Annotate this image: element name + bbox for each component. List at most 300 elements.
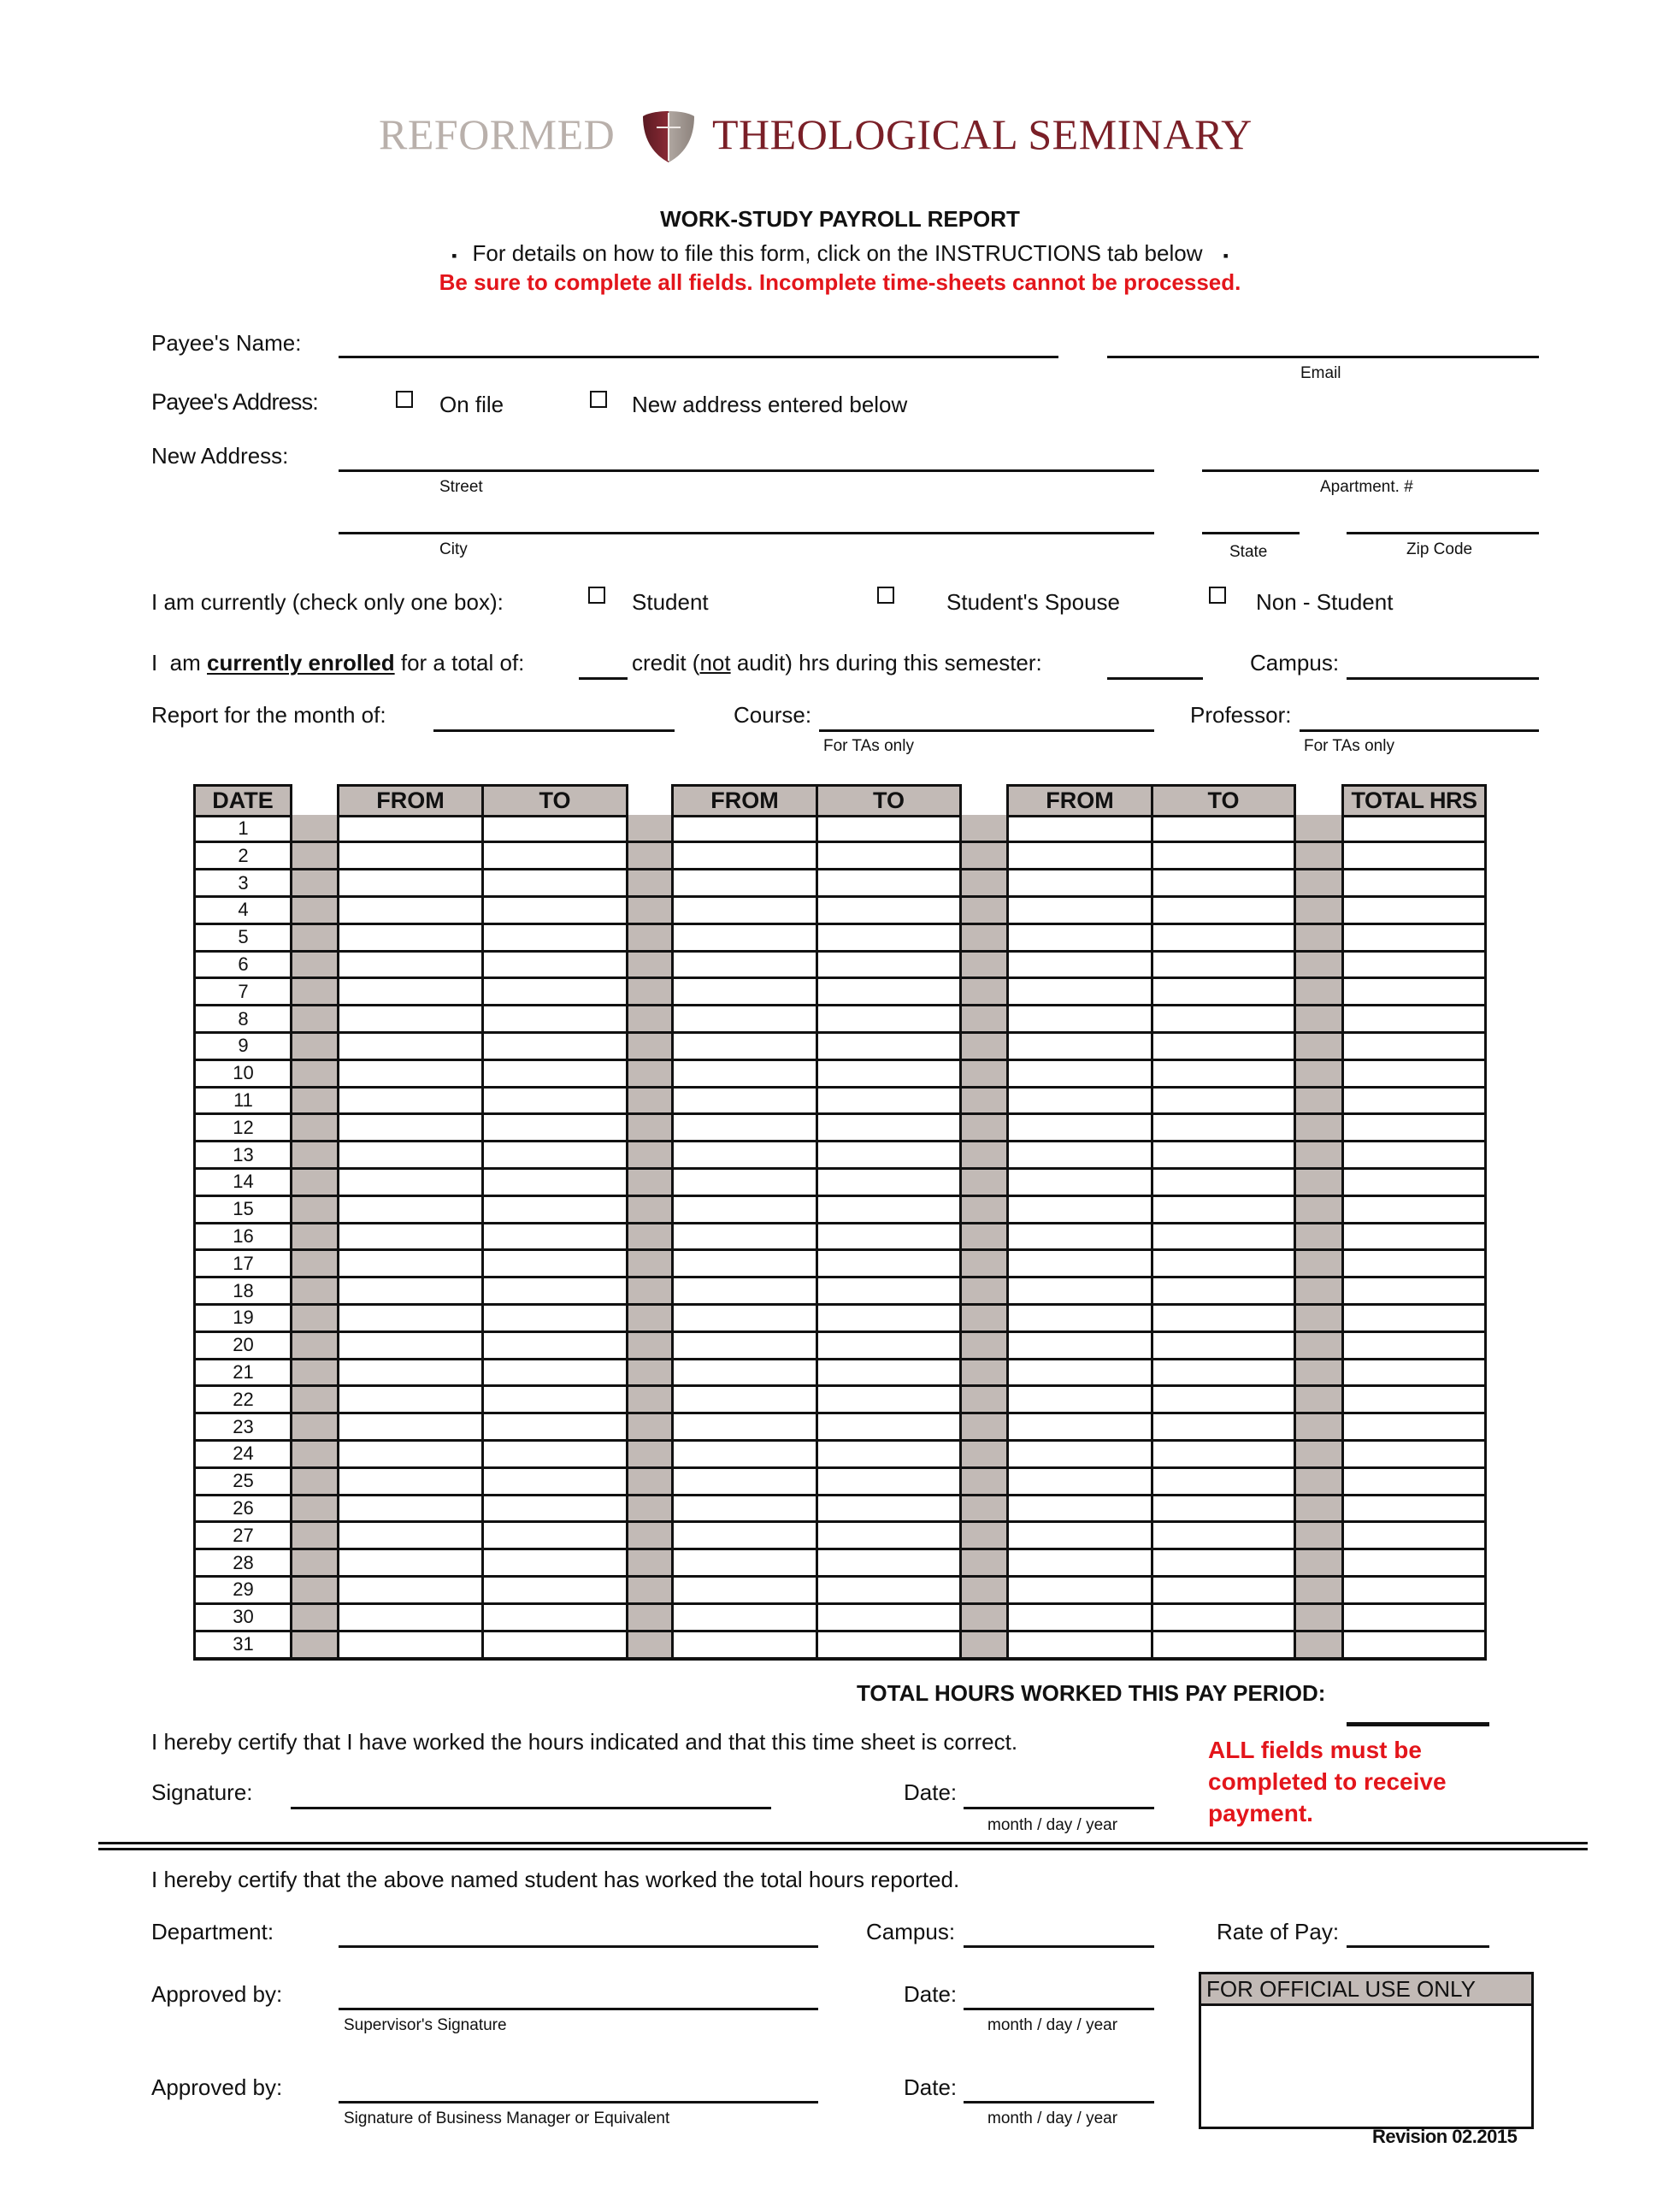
non-student-label: Non - Student — [1256, 589, 1394, 615]
to-3-cell[interactable] — [1153, 1035, 1294, 1057]
total-hrs-cell[interactable] — [1344, 1253, 1484, 1275]
from-3-cell[interactable] — [1009, 953, 1151, 976]
to-2-cell[interactable] — [818, 1144, 959, 1166]
from-2-cell[interactable] — [674, 1470, 816, 1492]
approved-by-label-1: Approved by: — [151, 1981, 283, 2007]
from-2-cell[interactable] — [674, 872, 816, 894]
to-1-cell[interactable] — [484, 845, 626, 867]
to-3-cell[interactable] — [1153, 872, 1294, 894]
total-hrs-cell[interactable] — [1344, 1062, 1484, 1084]
payee-date-field[interactable] — [964, 1807, 1154, 1809]
student-checkbox[interactable] — [588, 587, 605, 604]
from-1-cell[interactable] — [339, 1525, 481, 1547]
to-3-cell[interactable] — [1153, 1225, 1294, 1248]
from-2-cell[interactable] — [674, 1171, 816, 1193]
total-hrs-cell[interactable] — [1344, 1307, 1484, 1330]
to-1-cell[interactable] — [484, 1497, 626, 1519]
from-3-cell[interactable] — [1009, 1225, 1151, 1248]
to-2-cell[interactable] — [818, 1633, 959, 1655]
to-1-cell[interactable] — [484, 1470, 626, 1492]
street-field[interactable] — [339, 469, 1154, 472]
from-3-cell[interactable] — [1009, 1280, 1151, 1302]
to-1-cell[interactable] — [484, 899, 626, 921]
total-hrs-cell[interactable] — [1344, 872, 1484, 894]
total-hrs-cell[interactable] — [1344, 1552, 1484, 1574]
to-3-cell[interactable] — [1153, 1579, 1294, 1602]
from-3-cell[interactable] — [1009, 1361, 1151, 1384]
to-2-cell[interactable] — [818, 981, 959, 1003]
to-3-cell[interactable] — [1153, 1280, 1294, 1302]
to-3-cell[interactable] — [1153, 1117, 1294, 1139]
from-3-cell[interactable] — [1009, 1198, 1151, 1220]
date-cell: 15 — [233, 1198, 254, 1220]
to-3-cell[interactable] — [1153, 1198, 1294, 1220]
payee-name-field[interactable] — [339, 356, 1058, 358]
payee-date-label: Date: — [904, 1779, 958, 1805]
from-3-cell[interactable] — [1009, 1389, 1151, 1411]
to-1-cell[interactable] — [484, 1552, 626, 1574]
from-2-cell[interactable] — [674, 845, 816, 867]
enrollment-emphasis: currently enrolled — [207, 650, 395, 676]
from-3-cell[interactable] — [1009, 926, 1151, 948]
from-1-cell[interactable] — [339, 1307, 481, 1330]
to-3-cell[interactable] — [1153, 1334, 1294, 1356]
from-3-cell[interactable] — [1009, 1334, 1151, 1356]
date-cell: 6 — [238, 953, 249, 975]
total-hrs-cell[interactable] — [1344, 1579, 1484, 1602]
professor-label: Professor: — [1190, 702, 1292, 728]
from-2-cell[interactable] — [674, 1416, 816, 1438]
to-2-cell[interactable] — [818, 817, 959, 840]
to-3-cell[interactable] — [1153, 1089, 1294, 1112]
to-1-cell[interactable] — [484, 981, 626, 1003]
to-1-cell[interactable] — [484, 926, 626, 948]
to-1-cell[interactable] — [484, 1361, 626, 1384]
total-hours-label: TOTAL HOURS WORKED THIS PAY PERIOD: — [857, 1680, 1326, 1706]
to-1-cell[interactable] — [484, 1225, 626, 1248]
apartment-caption: Apartment. # — [1320, 478, 1413, 496]
from-2-cell[interactable] — [674, 1334, 816, 1356]
total-hrs-cell[interactable] — [1344, 845, 1484, 867]
total-hrs-cell[interactable] — [1344, 1525, 1484, 1547]
header-from-1: FROM — [337, 784, 484, 817]
total-hrs-cell[interactable] — [1344, 926, 1484, 948]
new-address-label: New address entered below — [632, 392, 908, 417]
form-title: WORK-STUDY PAYROLL REPORT — [660, 206, 1020, 232]
column-divider — [290, 815, 292, 1660]
header-to-3: TO — [1151, 784, 1296, 817]
date-cell: 31 — [233, 1633, 254, 1655]
from-1-cell[interactable] — [339, 1606, 481, 1628]
to-2-cell[interactable] — [818, 1035, 959, 1057]
business-manager-signature-field[interactable] — [339, 2101, 818, 2103]
from-3-cell[interactable] — [1009, 1035, 1151, 1057]
from-2-cell[interactable] — [674, 1525, 816, 1547]
from-2-cell[interactable] — [674, 981, 816, 1003]
to-3-cell[interactable] — [1153, 981, 1294, 1003]
from-3-cell[interactable] — [1009, 1579, 1151, 1602]
to-1-cell[interactable] — [484, 872, 626, 894]
enrollment-statement — [151, 650, 524, 676]
all-fields-notice — [1208, 1734, 1447, 1829]
to-2-cell[interactable] — [818, 1062, 959, 1084]
to-2-cell[interactable] — [818, 1443, 959, 1466]
total-hrs-cell[interactable] — [1344, 1633, 1484, 1655]
supervisor-signature-field[interactable] — [339, 2008, 818, 2010]
from-2-cell[interactable] — [674, 1307, 816, 1330]
to-2-cell[interactable] — [818, 1497, 959, 1519]
official-use-title: FOR OFFICIAL USE ONLY — [1201, 1974, 1531, 2006]
to-3-cell[interactable] — [1153, 1606, 1294, 1628]
rate-of-pay-field[interactable] — [1347, 1945, 1489, 1948]
non-student-checkbox[interactable] — [1209, 587, 1226, 604]
to-2-cell[interactable] — [818, 1552, 959, 1574]
to-2-cell[interactable] — [818, 1089, 959, 1112]
total-hrs-cell[interactable] — [1344, 1171, 1484, 1193]
from-1-cell[interactable] — [339, 1552, 481, 1574]
to-1-cell[interactable] — [484, 1334, 626, 1356]
to-3-cell[interactable] — [1153, 1253, 1294, 1275]
separator-gap-2 — [626, 815, 674, 1658]
to-1-cell[interactable] — [484, 817, 626, 840]
date-cell: 20 — [233, 1334, 254, 1356]
from-2-cell[interactable] — [674, 1225, 816, 1248]
from-1-cell[interactable] — [339, 1253, 481, 1275]
total-hrs-cell[interactable] — [1344, 1008, 1484, 1030]
from-1-cell[interactable] — [339, 1008, 481, 1030]
from-1-cell[interactable] — [339, 1225, 481, 1248]
from-1-cell[interactable] — [339, 1633, 481, 1655]
date-cell: 9 — [238, 1035, 249, 1057]
total-hrs-cell[interactable] — [1344, 1089, 1484, 1112]
total-hrs-cell[interactable] — [1344, 1470, 1484, 1492]
total-hrs-cell[interactable] — [1344, 1606, 1484, 1628]
from-2-cell[interactable] — [674, 1280, 816, 1302]
shield-cross-icon — [640, 109, 698, 164]
revision-label: Revision 02.2015 — [1372, 2126, 1518, 2147]
from-1-cell[interactable] — [339, 1198, 481, 1220]
from-3-cell[interactable] — [1009, 1117, 1151, 1139]
to-3-cell[interactable] — [1153, 1062, 1294, 1084]
credit-hours-field[interactable] — [579, 677, 628, 680]
from-3-cell[interactable] — [1009, 817, 1151, 840]
to-1-cell[interactable] — [484, 1525, 626, 1547]
professor-field[interactable] — [1300, 729, 1539, 732]
from-1-cell[interactable] — [339, 1089, 481, 1112]
from-3-cell[interactable] — [1009, 1416, 1151, 1438]
to-3-cell[interactable] — [1153, 1171, 1294, 1193]
to-3-cell[interactable] — [1153, 845, 1294, 867]
from-3-cell[interactable] — [1009, 1497, 1151, 1519]
state-field[interactable] — [1202, 532, 1300, 534]
date-cell: 1 — [238, 817, 249, 839]
header-total-hrs: TOTAL HRS — [1341, 784, 1487, 817]
new-address-label-heading: New Address: — [151, 443, 289, 469]
to-3-cell[interactable] — [1153, 1389, 1294, 1411]
from-2-cell[interactable] — [674, 1035, 816, 1057]
to-2-cell[interactable] — [818, 1253, 959, 1275]
date-cell: 18 — [233, 1279, 254, 1301]
from-1-cell[interactable] — [339, 1062, 481, 1084]
to-1-cell[interactable] — [484, 1389, 626, 1411]
date-cell: 10 — [233, 1062, 254, 1084]
to-2-cell[interactable] — [818, 1579, 959, 1602]
from-2-cell[interactable] — [674, 1361, 816, 1384]
to-1-cell[interactable] — [484, 1443, 626, 1466]
to-2-cell[interactable] — [818, 1117, 959, 1139]
to-3-cell[interactable] — [1153, 1307, 1294, 1330]
from-1-cell[interactable] — [339, 1171, 481, 1193]
from-3-cell[interactable] — [1009, 1253, 1151, 1275]
from-1-cell[interactable] — [339, 899, 481, 921]
from-2-cell[interactable] — [674, 926, 816, 948]
payee-signature-field[interactable] — [291, 1807, 771, 1809]
from-1-cell[interactable] — [339, 1443, 481, 1466]
department-field[interactable] — [339, 1945, 818, 1948]
from-3-cell[interactable] — [1009, 1552, 1151, 1574]
date-cell: 13 — [233, 1143, 254, 1165]
to-1-cell[interactable] — [484, 1089, 626, 1112]
from-2-cell[interactable] — [674, 1144, 816, 1166]
from-3-cell[interactable] — [1009, 1062, 1151, 1084]
total-hrs-cell[interactable] — [1344, 981, 1484, 1003]
to-3-cell[interactable] — [1153, 1416, 1294, 1438]
new-address-checkbox[interactable] — [590, 391, 607, 408]
to-2-cell[interactable] — [818, 1280, 959, 1302]
total-hrs-cell[interactable] — [1344, 1443, 1484, 1466]
from-1-cell[interactable] — [339, 1579, 481, 1602]
payee-date-caption: month / day / year — [987, 1816, 1118, 1834]
rate-of-pay-label: Rate of Pay: — [1217, 1919, 1340, 1944]
from-3-cell[interactable] — [1009, 1171, 1151, 1193]
total-hrs-cell[interactable] — [1344, 1225, 1484, 1248]
from-3-cell[interactable] — [1009, 1606, 1151, 1628]
from-2-cell[interactable] — [674, 1008, 816, 1030]
from-2-cell[interactable] — [674, 953, 816, 976]
from-3-cell[interactable] — [1009, 1633, 1151, 1655]
from-1-cell[interactable] — [339, 1334, 481, 1356]
to-2-cell[interactable] — [818, 872, 959, 894]
from-3-cell[interactable] — [1009, 899, 1151, 921]
from-2-cell[interactable] — [674, 1443, 816, 1466]
city-field[interactable] — [339, 532, 1154, 534]
warning-text: Be sure to complete all fields. Incomplete time-sheets cannot be processed. — [439, 269, 1241, 295]
to-3-cell[interactable] — [1153, 899, 1294, 921]
from-3-cell[interactable] — [1009, 1144, 1151, 1166]
column-divider — [671, 815, 674, 1660]
total-hrs-cell[interactable] — [1344, 1280, 1484, 1302]
from-1-cell[interactable] — [339, 1361, 481, 1384]
from-1-cell[interactable] — [339, 1389, 481, 1411]
total-hrs-cell[interactable] — [1344, 1117, 1484, 1139]
from-2-cell[interactable] — [674, 817, 816, 840]
to-2-cell[interactable] — [818, 953, 959, 976]
date-cell: 17 — [233, 1252, 254, 1274]
to-3-cell[interactable] — [1153, 1144, 1294, 1166]
to-1-cell[interactable] — [484, 1171, 626, 1193]
payee-name-label: Payee's Name: — [151, 330, 302, 356]
from-1-cell[interactable] — [339, 1280, 481, 1302]
supervisor-certification-statement: I hereby certify that the above named student has worked the total hours reported. — [151, 1867, 960, 1892]
to-1-cell[interactable] — [484, 1117, 626, 1139]
total-hrs-cell[interactable] — [1344, 1144, 1484, 1166]
from-2-cell[interactable] — [674, 1089, 816, 1112]
total-hours-field[interactable] — [1347, 1722, 1489, 1726]
from-2-cell[interactable] — [674, 1389, 816, 1411]
official-use-box[interactable] — [1199, 1972, 1534, 2129]
instruction-text: For details on how to file this form, click on the INSTRUCTIONS tab below — [472, 240, 1203, 266]
to-3-cell[interactable] — [1153, 953, 1294, 976]
from-1-cell[interactable] — [339, 1035, 481, 1057]
column-divider — [193, 815, 196, 1660]
to-1-cell[interactable] — [484, 1633, 626, 1655]
professor-caption: For TAs only — [1304, 737, 1394, 755]
supervisor-date-field[interactable] — [964, 2008, 1154, 2010]
from-2-cell[interactable] — [674, 1497, 816, 1519]
to-1-cell[interactable] — [484, 1008, 626, 1030]
to-2-cell[interactable] — [818, 1525, 959, 1547]
total-hrs-cell[interactable] — [1344, 1497, 1484, 1519]
from-2-cell[interactable] — [674, 1253, 816, 1275]
logo-theological-seminary — [712, 109, 1253, 159]
from-1-cell[interactable] — [339, 981, 481, 1003]
from-1-cell[interactable] — [339, 1416, 481, 1438]
from-1-cell[interactable] — [339, 1144, 481, 1166]
to-3-cell[interactable] — [1153, 926, 1294, 948]
to-2-cell[interactable] — [818, 899, 959, 921]
column-divider — [626, 815, 628, 1660]
to-1-cell[interactable] — [484, 1144, 626, 1166]
total-hrs-cell[interactable] — [1344, 1361, 1484, 1384]
total-hrs-cell[interactable] — [1344, 899, 1484, 921]
to-3-cell[interactable] — [1153, 1552, 1294, 1574]
to-3-cell[interactable] — [1153, 1633, 1294, 1655]
from-3-cell[interactable] — [1009, 1525, 1151, 1547]
report-month-field[interactable] — [433, 729, 675, 732]
campus-field[interactable] — [1347, 677, 1539, 680]
to-2-cell[interactable] — [818, 1416, 959, 1438]
to-3-cell[interactable] — [1153, 817, 1294, 840]
total-hrs-cell[interactable] — [1344, 1416, 1484, 1438]
to-2-cell[interactable] — [818, 1334, 959, 1356]
total-hrs-cell[interactable] — [1344, 953, 1484, 976]
supervisor-campus-field[interactable] — [964, 1945, 1154, 1948]
to-3-cell[interactable] — [1153, 1008, 1294, 1030]
to-2-cell[interactable] — [818, 1008, 959, 1030]
total-hrs-cell[interactable] — [1344, 1334, 1484, 1356]
to-2-cell[interactable] — [818, 1606, 959, 1628]
course-field[interactable] — [819, 729, 1154, 732]
to-1-cell[interactable] — [484, 953, 626, 976]
supervisor-date-caption: month / day / year — [987, 2016, 1118, 2034]
logo-word-theological-seminary: THEOLOGICAL SEMINARY — [712, 110, 1253, 158]
total-hrs-cell[interactable] — [1344, 817, 1484, 840]
on-file-label: On file — [439, 392, 504, 417]
from-1-cell[interactable] — [339, 817, 481, 840]
to-2-cell[interactable] — [818, 1361, 959, 1384]
from-3-cell[interactable] — [1009, 1008, 1151, 1030]
to-3-cell[interactable] — [1153, 1443, 1294, 1466]
to-1-cell[interactable] — [484, 1606, 626, 1628]
to-2-cell[interactable] — [818, 1225, 959, 1248]
to-2-cell[interactable] — [818, 845, 959, 867]
to-2-cell[interactable] — [818, 926, 959, 948]
credit-statement — [632, 650, 1042, 676]
to-2-cell[interactable] — [818, 1307, 959, 1330]
students-spouse-checkbox[interactable] — [877, 587, 894, 604]
from-1-cell[interactable] — [339, 1117, 481, 1139]
from-1-cell[interactable] — [339, 953, 481, 976]
date-cell: 24 — [233, 1443, 254, 1465]
from-3-cell[interactable] — [1009, 1307, 1151, 1330]
to-1-cell[interactable] — [484, 1198, 626, 1220]
zip-field[interactable] — [1347, 532, 1539, 534]
from-3-cell[interactable] — [1009, 1443, 1151, 1466]
total-hrs-cell[interactable] — [1344, 1389, 1484, 1411]
from-2-cell[interactable] — [674, 899, 816, 921]
from-3-cell[interactable] — [1009, 845, 1151, 867]
credit-post: audit) hrs during this semester: — [730, 650, 1042, 676]
from-2-cell[interactable] — [674, 1579, 816, 1602]
to-2-cell[interactable] — [818, 1171, 959, 1193]
from-1-cell[interactable] — [339, 1470, 481, 1492]
supervisor-signature-caption: Supervisor's Signature — [344, 2016, 507, 2034]
to-1-cell[interactable] — [484, 1253, 626, 1275]
to-1-cell[interactable] — [484, 1035, 626, 1057]
column-divider — [1006, 815, 1009, 1660]
from-2-cell[interactable] — [674, 1552, 816, 1574]
on-file-checkbox[interactable] — [396, 391, 413, 408]
to-2-cell[interactable] — [818, 1470, 959, 1492]
total-hrs-cell[interactable] — [1344, 1035, 1484, 1057]
to-2-cell[interactable] — [818, 1389, 959, 1411]
to-1-cell[interactable] — [484, 1280, 626, 1302]
to-1-cell[interactable] — [484, 1416, 626, 1438]
from-2-cell[interactable] — [674, 1633, 816, 1655]
apartment-field[interactable] — [1202, 469, 1539, 472]
total-hrs-cell[interactable] — [1344, 1198, 1484, 1220]
from-1-cell[interactable] — [339, 926, 481, 948]
from-3-cell[interactable] — [1009, 872, 1151, 894]
notice-line: completed to receive — [1208, 1768, 1447, 1795]
to-3-cell[interactable] — [1153, 1470, 1294, 1492]
from-2-cell[interactable] — [674, 1198, 816, 1220]
to-1-cell[interactable] — [484, 1307, 626, 1330]
to-3-cell[interactable] — [1153, 1525, 1294, 1547]
date-cell: 27 — [233, 1524, 254, 1546]
from-2-cell[interactable] — [674, 1117, 816, 1139]
business-manager-date-field[interactable] — [964, 2101, 1154, 2103]
from-2-cell[interactable] — [674, 1062, 816, 1084]
from-3-cell[interactable] — [1009, 981, 1151, 1003]
to-3-cell[interactable] — [1153, 1497, 1294, 1519]
semester-hours-field[interactable] — [1107, 677, 1203, 680]
instruction-line — [0, 240, 1680, 267]
notice-line: payment. — [1208, 1800, 1313, 1826]
from-1-cell[interactable] — [339, 1497, 481, 1519]
email-field[interactable] — [1107, 356, 1539, 358]
from-3-cell[interactable] — [1009, 1470, 1151, 1492]
from-3-cell[interactable] — [1009, 1089, 1151, 1112]
from-1-cell[interactable] — [339, 872, 481, 894]
to-3-cell[interactable] — [1153, 1361, 1294, 1384]
from-2-cell[interactable] — [674, 1606, 816, 1628]
supervisor-date-label: Date: — [904, 1981, 958, 2007]
from-1-cell[interactable] — [339, 845, 481, 867]
to-1-cell[interactable] — [484, 1062, 626, 1084]
to-1-cell[interactable] — [484, 1579, 626, 1602]
to-2-cell[interactable] — [818, 1198, 959, 1220]
